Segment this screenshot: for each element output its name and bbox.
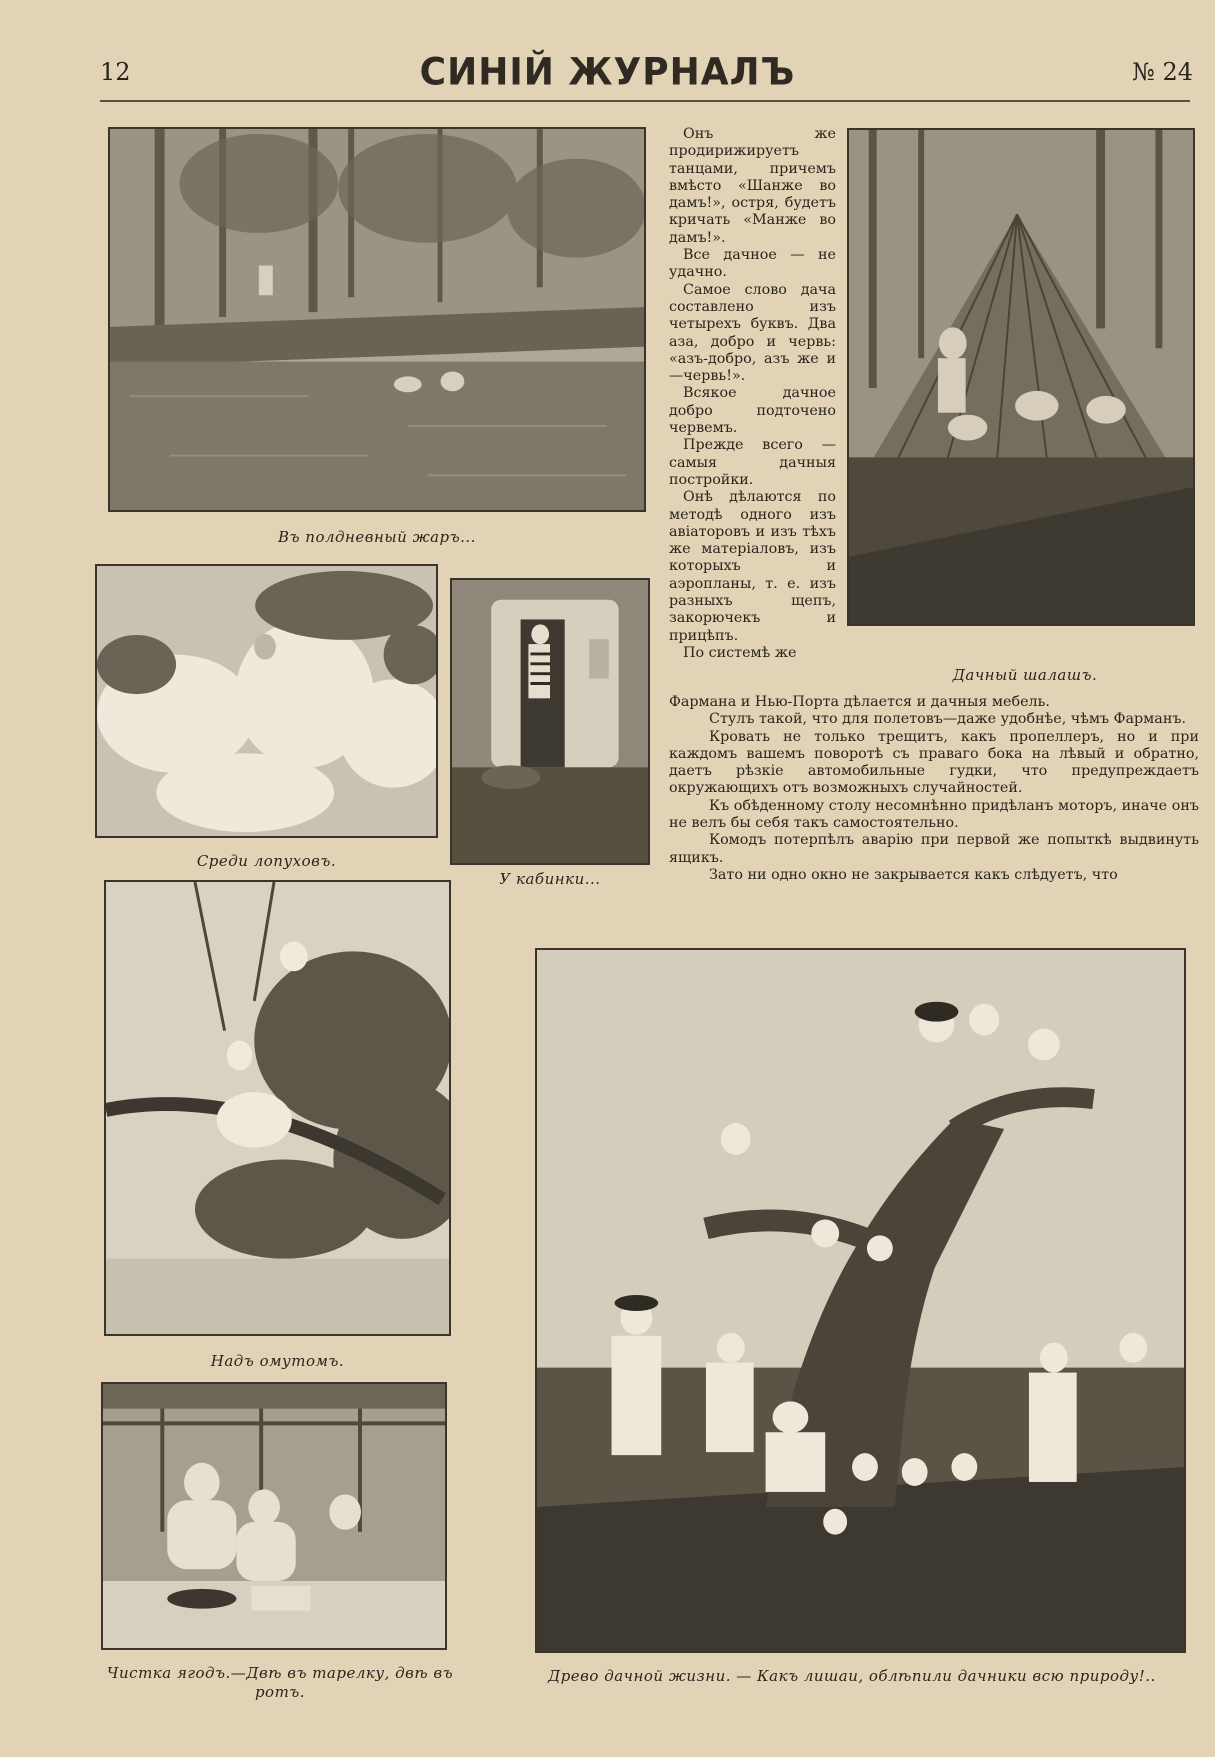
column-paragraph: По системѣ же [683,644,797,661]
caption-berries: Чистка ягодъ.—Двѣ въ тарелку, двѣ въ ротъ. [106,1664,454,1701]
caption-burdock: Среди лопуховъ. [196,852,337,870]
caption-hut: Дачный шалашъ. [952,666,1098,684]
caption-pool: Надъ омутомъ. [210,1352,345,1370]
photo-cabin [450,578,650,865]
column-paragraph: Самое слово дача составлено изъ четырехъ буквъ. Два аза, добро и червь: «азъ-добро, азъ же и—червь!». [669,281,836,385]
wide-paragraph: Комодъ потерпѣлъ аварію при первой же попыткѣ выдвинуть ящикъ. [669,832,1199,866]
article-column [669,126,836,662]
wide-paragraph: Стулъ такой, что для полетовъ—даже удобнѣе, чѣмъ Фарманъ. [709,711,1186,728]
wide-paragraph: Кровать не только трещитъ, какъ пропеллеръ, но и при каждомъ вашемъ поворотѣ съ праваго бока на лѣвый и обратно, даетъ рѣзкіе автомобильные гудки, что предупреждаетъ окружающихъ отъ возможныхъ случайностей. [669,728,1199,797]
caption-cabin: У кабинки... [499,870,601,888]
column-paragraph: Всякое дачное добро подточено червемъ. [669,385,836,437]
photo-tree [535,948,1186,1653]
wide-paragraph: Фармана и Нью-Порта дѣлается и дачныя мебель. [669,694,1050,710]
photo-burdock [95,564,438,838]
masthead-title: СИНІЙ ЖУРНАЛЪ [419,50,796,95]
column-paragraph: Прежде всего — самыя дачныя постройки. [669,437,836,488]
issue-number: № 24 [1132,58,1193,86]
page-number: 12 [100,58,131,86]
column-paragraph: Онѣ дѣлаются по методѣ одного изъ авіаторовъ и изъ тѣхъ же матеріаловъ, изъ которыхъ и аэропланы, т. е. изъ разныхъ щепъ, закорючекъ и прицѣпъ. [669,489,836,644]
photo-berries [101,1382,447,1650]
column-paragraph: Онъ же продирижируетъ танцами, причемъ вмѣсто «Шанже во дамъ!», остря, будетъ кричать «Манже во дамъ!». [669,126,836,246]
header-rule [100,100,1190,102]
page-header [0,0,1215,110]
photo-hut [847,128,1195,626]
column-paragraph: Все дачное — не удачно. [669,247,836,281]
article-wide-text [669,694,1199,884]
wide-paragraph: Зато ни одно окно не закрывается какъ слѣдуетъ, что [709,866,1118,883]
caption-tree: Древо дачной жизни. — Какъ лишаи, облѣпили дачники всю природу!.. [548,1667,1156,1685]
wide-paragraph: Къ обѣденному столу несомнѣнно придѣланъ моторъ, иначе онъ не велъ бы себя такъ самостоятельно. [669,797,1199,832]
photo-pond [108,127,646,512]
photo-pool [104,880,451,1336]
caption-pond: Въ полдневный жаръ... [278,528,476,546]
